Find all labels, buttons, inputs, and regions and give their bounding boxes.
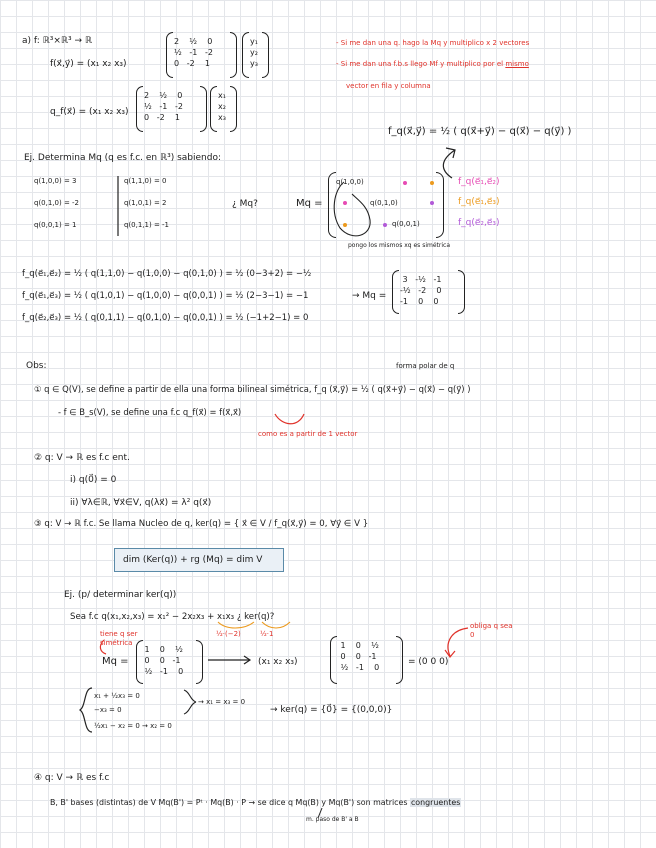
note-red-3: vector en fila y columna [346, 82, 431, 90]
ej1-vector-y: y₁ y₂ y₃ [250, 37, 258, 68]
system-eq-2: −x₃ = 0 [94, 706, 122, 714]
point-4-title: ④ q: V → ℝ es f.c [34, 773, 110, 783]
bracket [230, 86, 237, 132]
given-value: q(1,0,0) = 3 [34, 177, 77, 185]
bracket [396, 636, 403, 684]
obs-point-1b: - f ∈ B_s(V), se define una f.c q_f(x⃗) = f(x⃗,x⃗) [58, 407, 242, 417]
bracket [166, 32, 173, 78]
given-value: q(1,0,1) = 2 [124, 199, 167, 207]
ej1-matrix-a: 2 ½ 0 ½ -1 -2 0 -2 1 [174, 37, 213, 68]
note-symmetric-req: tiene q ser simétrica [100, 630, 138, 647]
calc-f12: f_q(e⃗₁,e⃗₂) = ½ ( q(1,1,0) − q(1,0,0) − q(0,1,0) ) = ½ (0−3+2) = −½ [22, 269, 312, 279]
bracket [230, 32, 237, 78]
calc-f23: f_q(e⃗₂,e⃗₃) = ½ ( q(0,1,1) − q(0,1,0) − q(0,0,1) ) = ½ (−1+2−1) = 0 [22, 313, 309, 323]
ej3-statement: Sea f.c q(x₁,x₂,x₃) = x₁² − 2x₂x₃ + x₁x₃ ¿ ker(q)? [70, 612, 275, 622]
entry-f23: f_q(e⃗₂,e⃗₃) [458, 218, 500, 228]
ask-mq: ¿ Mq? [232, 199, 258, 209]
obs-point-1: ① q ∈ Q(V), se define a partir de ella una forma bilineal simétrica, f_q (x⃗,y⃗) = ½ ( q(x⃗+y⃗) − q(x⃗) − q(y⃗) ) [34, 384, 471, 394]
obs-point-2-ii: ii) ∀λ∈ℝ, ∀x⃗∈V, q(λx⃗) = λ² q(x⃗) [70, 498, 212, 508]
given-value: q(0,1,0) = -2 [34, 199, 80, 207]
bracket [436, 172, 444, 238]
ej1-map-def: a) f: ℝ³×ℝ³ → ℝ [22, 36, 93, 46]
dimension-formula-box [114, 548, 284, 572]
given-value: q(1,1,0) = 0 [124, 177, 167, 185]
point-4-congruence: B, B' bases (distintas) de V Mq(B') = Pᵗ · Mq(B) · P → se dice q Mq(B) y Mq(B') son matrices congruentes [50, 798, 461, 807]
obs-title: Obs: [26, 361, 47, 371]
mq-label: Mq = [296, 198, 323, 209]
bracket [328, 172, 336, 238]
ej3-matrix-right: 1 0 ½ 0 0 -1 ½ -1 0 [340, 641, 380, 672]
result-label: → Mq = [352, 291, 387, 301]
system-eq-1: x₁ + ½x₃ = 0 [94, 692, 140, 700]
ej3-mq-label: Mq = [102, 656, 129, 667]
ej2-title: Ej. Determina Mq (q es f.c. en ℝ³) sabiendo: [24, 153, 222, 163]
ej3-title: Ej. (p/ determinar ker(q)) [64, 590, 177, 600]
bracket [330, 636, 337, 684]
bracket [196, 640, 203, 684]
obs-point-2: ② q: V → ℝ es f.c ent. [34, 453, 130, 463]
calc-f13: f_q(e⃗₁,e⃗₃) = ½ ( q(1,0,1) − q(1,0,0) − q(0,0,1) ) = ½ (2−3−1) = −1 [22, 291, 309, 301]
given-value: q(0,0,1) = 1 [34, 221, 77, 229]
bracket [136, 86, 143, 132]
diag-entry: q(0,1,0) [370, 199, 398, 207]
polar-form-formula: f_q(x⃗,y⃗) = ½ ( q(x⃗+y⃗) − q(x⃗) − q(y⃗) ) [388, 126, 572, 137]
bracket [200, 86, 207, 132]
ej1-qf-def: q_f(x⃗) = (x₁ x₂ x₃) [50, 107, 129, 117]
kernel-result: → ker(q) = {0⃗} = {(0,0,0)} [270, 705, 393, 715]
congruentes-highlight: congruentes [410, 798, 461, 807]
bracket [210, 86, 217, 132]
ej1-vector-x: x₁ x₂ x₃ [218, 91, 226, 122]
entry-f12: f_q(e⃗₁,e⃗₂) [458, 177, 500, 187]
ej3-matrix-left: 1 0 ½ 0 0 -1 ½ -1 0 [144, 645, 184, 676]
diag-entry: q(1,0,0) [336, 178, 364, 186]
coef-half-2: ½·1 [260, 630, 274, 638]
ej1-matrix-b: 2 ½ 0 ½ -1 -2 0 -2 1 [144, 91, 183, 122]
system-result: → x₁ = x₃ = 0 [198, 698, 246, 706]
note-red-2: - Si me dan una f.b.s llego Mf y multiplico por el mismo [336, 60, 529, 68]
dimension-formula: dim (Ker(q)) + rg (Mq) = dim V [123, 555, 263, 565]
note-obliga: obliga q sea 0 [470, 622, 513, 639]
bracket [242, 32, 249, 78]
result-matrix: 3 -½ -1 -½ -2 0 -1 0 0 [400, 275, 442, 306]
given-value: q(0,1,1) = -1 [124, 221, 170, 229]
bracket [262, 32, 269, 78]
obs-point-3: ③ q: V → ℝ f.c. Se llama Nucleo de q, ker(q) = { x⃗ ∈ V / f_q(x⃗,y⃗) = 0, ∀y⃗ ∈ V } [34, 519, 369, 529]
bracket [458, 270, 465, 314]
ej3-eq-zero: = (0 0 0) [408, 657, 449, 667]
note-one-vector: como es a partir de 1 vector [258, 430, 358, 438]
entry-f13: f_q(e⃗₁,e⃗₃) [458, 197, 500, 207]
coef-half-1: ½·(−2) [216, 630, 241, 638]
obs-point-2-i: i) q(0⃗) = 0 [70, 475, 117, 485]
system-eq-3: ½x₁ − x₂ = 0 → x₂ = 0 [94, 722, 172, 730]
polar-label: forma polar de q [396, 362, 455, 370]
bracket [392, 270, 399, 314]
diag-entry: q(0,0,1) [392, 220, 420, 228]
note-red-1: - Si me dan una q. hago la Mq y multiplico x 2 vectores [336, 39, 530, 47]
note-symmetric: pongo los mismos xq es simétrica [348, 242, 451, 249]
ej1-f-def: f(x⃗,y⃗) = (x₁ x₂ x₃) [50, 59, 127, 69]
ej3-row-vector: (x₁ x₂ x₃) [258, 657, 298, 667]
change-basis-note: m. paso de B' a B [306, 816, 359, 823]
